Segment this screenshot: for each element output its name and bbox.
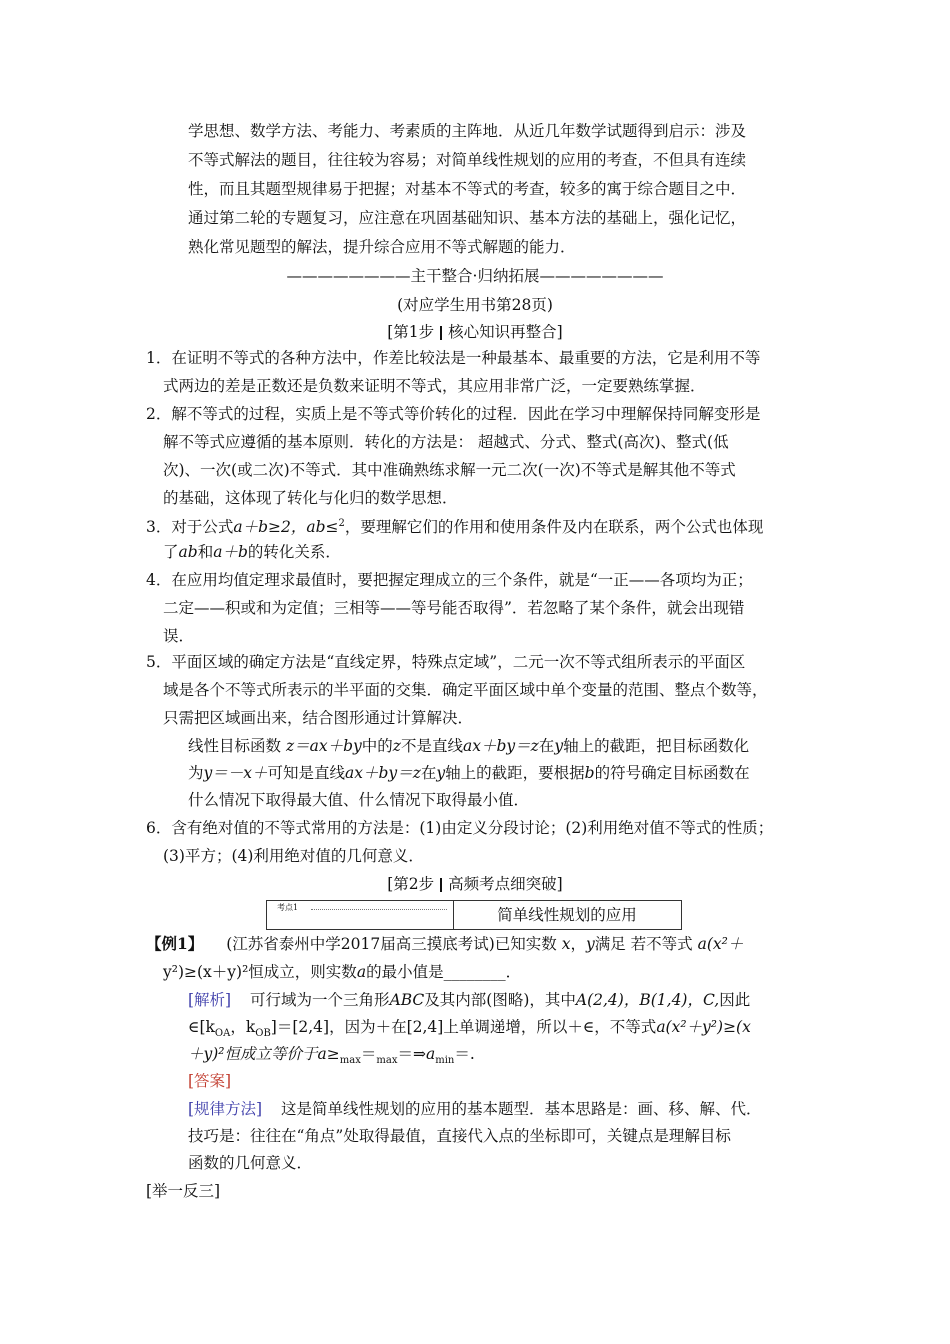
step1-right: 核心知识再整合] <box>448 323 563 341</box>
section-rule: ————————主干整合·归纳拓展———————— <box>286 267 664 285</box>
example1-line-1: 【例1】 (江苏省泰州中学2017届高三摸底考试)已知实数 x，y满足 若不等式 a(x²＋ <box>146 934 744 953</box>
item3-line-1: 3．对于公式a＋b≥2，ab≤$^2$，要理解它们的作用和使用条件及内在联系，两个公式也体现 <box>146 518 764 537</box>
item4-line-2: 二定——积或和为定值；三相等——等号能否取得”．若忽略了某个条件，就会出现错 <box>163 599 745 617</box>
item5-line-1: 5．平面区域的确定方法是“直线定界，特殊点定域”，二元一次不等式组所表示的平面区 <box>146 653 746 671</box>
item6-line-2: (3)平方；(4)利用绝对值的几何意义． <box>163 847 424 865</box>
step2-right: 高频考点细突破] <box>448 875 563 893</box>
item5-sub-line-1: 线性目标函数 z＝ax＋by中的z不是直线ax＋by＝z在y轴上的截距，把目标函数化 <box>188 737 750 755</box>
item2-line-3: 次)、一次(或二次)不等式．其中准确熟练求解一元二次(一次)不等式是解其他不等式 <box>163 461 736 479</box>
item3-line-2: 了ab和a＋b的转化关系． <box>163 543 341 561</box>
analysis-label: [解析] <box>188 991 232 1009</box>
item1-line-1: 1．在证明不等式的各种方法中，作差比较法是一种最基本、最重要的方法，它是利用不等 <box>146 349 761 367</box>
exam-point-tag-cell <box>267 901 454 929</box>
exam-point-box <box>266 900 682 930</box>
item2-line-2: 解不等式应遵循的基本原则．转化的方法是： 超越式、分式、整式(高次)、整式(低 <box>163 433 729 451</box>
item2-line-1: 2．解不等式的过程，实质上是不等式等价转化的过程．因此在学习中理解保持同解变形是 <box>146 405 761 423</box>
practice-label: [举一反三] <box>146 1182 221 1200</box>
item1-line-2: 式两边的差是正数还是负数来证明不等式，其应用非常广泛，一定要熟练掌握． <box>163 377 706 395</box>
exam-point-title: 简单线性规划的应用 <box>497 906 637 924</box>
method-line-3: 函数的几何意义． <box>188 1154 313 1172</box>
exam-point-tag: 考点1 <box>277 903 299 912</box>
method-line-2: 技巧是：往往在“角点”处取得最值，直接代入点的坐标即可，关键点是理解目标 <box>188 1127 731 1145</box>
item6-line-1: 6．含有绝对值的不等式常用的方法是：(1)由定义分段讨论；(2)利用绝对值不等式的性质； <box>146 819 774 837</box>
intro-line-1: 学思想、数学方法、考能力、考素质的主阵地．从近几年数学试题得到启示：涉及 <box>188 122 747 140</box>
intro-line-3: 性，而且其题型规律易于把握；对基本不等式的考查，较多的寓于综合题目之中． <box>188 180 747 198</box>
formula: a＋b≥2，ab≤ <box>233 518 339 537</box>
intro-line-2: 不等式解法的题目，往往较为容易；对简单线性规划的应用的考查，不但具有连续 <box>188 151 747 169</box>
item2-line-4: 的基础，这体现了转化与化归的数学思想． <box>163 489 458 507</box>
dotted-divider <box>311 909 447 910</box>
book-reference: (对应学生用书第28页) <box>397 296 553 314</box>
example1-line-2: y²)≥(x＋y)²恒成立，则实数a的最小值是________． <box>163 963 522 981</box>
step1-heading <box>0 322 950 342</box>
step1-left: [第1步 <box>387 323 435 341</box>
intro-line-5: 熟化常见题型的解法，提升综合应用不等式解题的能力． <box>188 238 576 256</box>
item5-line-3: 只需把区域画出来，结合图形通过计算解决． <box>163 709 474 727</box>
analysis-line-1: [解析] 可行域为一个三角形ABC及其内部(图略)，其中A(2,4)，B(1,4)，C,因此 <box>188 991 751 1009</box>
method-line-1: [规律方法] 这是简单线性规划的应用的基本题型．基本思路是：画、移、解、代． <box>188 1100 762 1118</box>
step2-divider <box>440 878 442 892</box>
example-label: 【例1】 <box>146 934 204 953</box>
item4-line-3: 误． <box>163 627 195 645</box>
analysis-line-2: $\in[k_{OA}$，$k_{OB}]=[2,4]$，因为＋在[2,4]上单调递增，所以＋∈，不等式a(x²＋y²)≥(x <box>188 1018 751 1040</box>
item5-sub-line-3: 什么情况下取得最大值、什么情况下取得最小值． <box>188 791 530 809</box>
item5-sub-line-2: 为y＝－x＋可知是直线ax＋by＝z在y轴上的截距，要根据b的符号确定目标函数在 <box>188 764 750 782</box>
answer-label: [答案] <box>188 1072 232 1090</box>
step2-left: [第2步 <box>387 875 435 893</box>
item4-line-1: 4．在应用均值定理求最值时，要把握定理成立的三个条件，就是“一正——各项均为正； <box>146 571 753 589</box>
intro-line-4: 通过第二轮的专题复习，应注意在巩固基础知识、基本方法的基础上，强化记忆， <box>188 209 747 227</box>
method-label: [规律方法] <box>188 1100 263 1118</box>
item5-line-2: 域是各个不等式所表示的半平面的交集．确定平面区域中单个变量的范围、整点个数等， <box>163 681 768 699</box>
analysis-line-3: ＋y)²恒成立等价于$a\ge_{max}=_{max}=\Rightarrow a_{min}=$. <box>188 1045 475 1067</box>
step1-divider <box>440 326 442 340</box>
step2-heading <box>0 874 950 894</box>
